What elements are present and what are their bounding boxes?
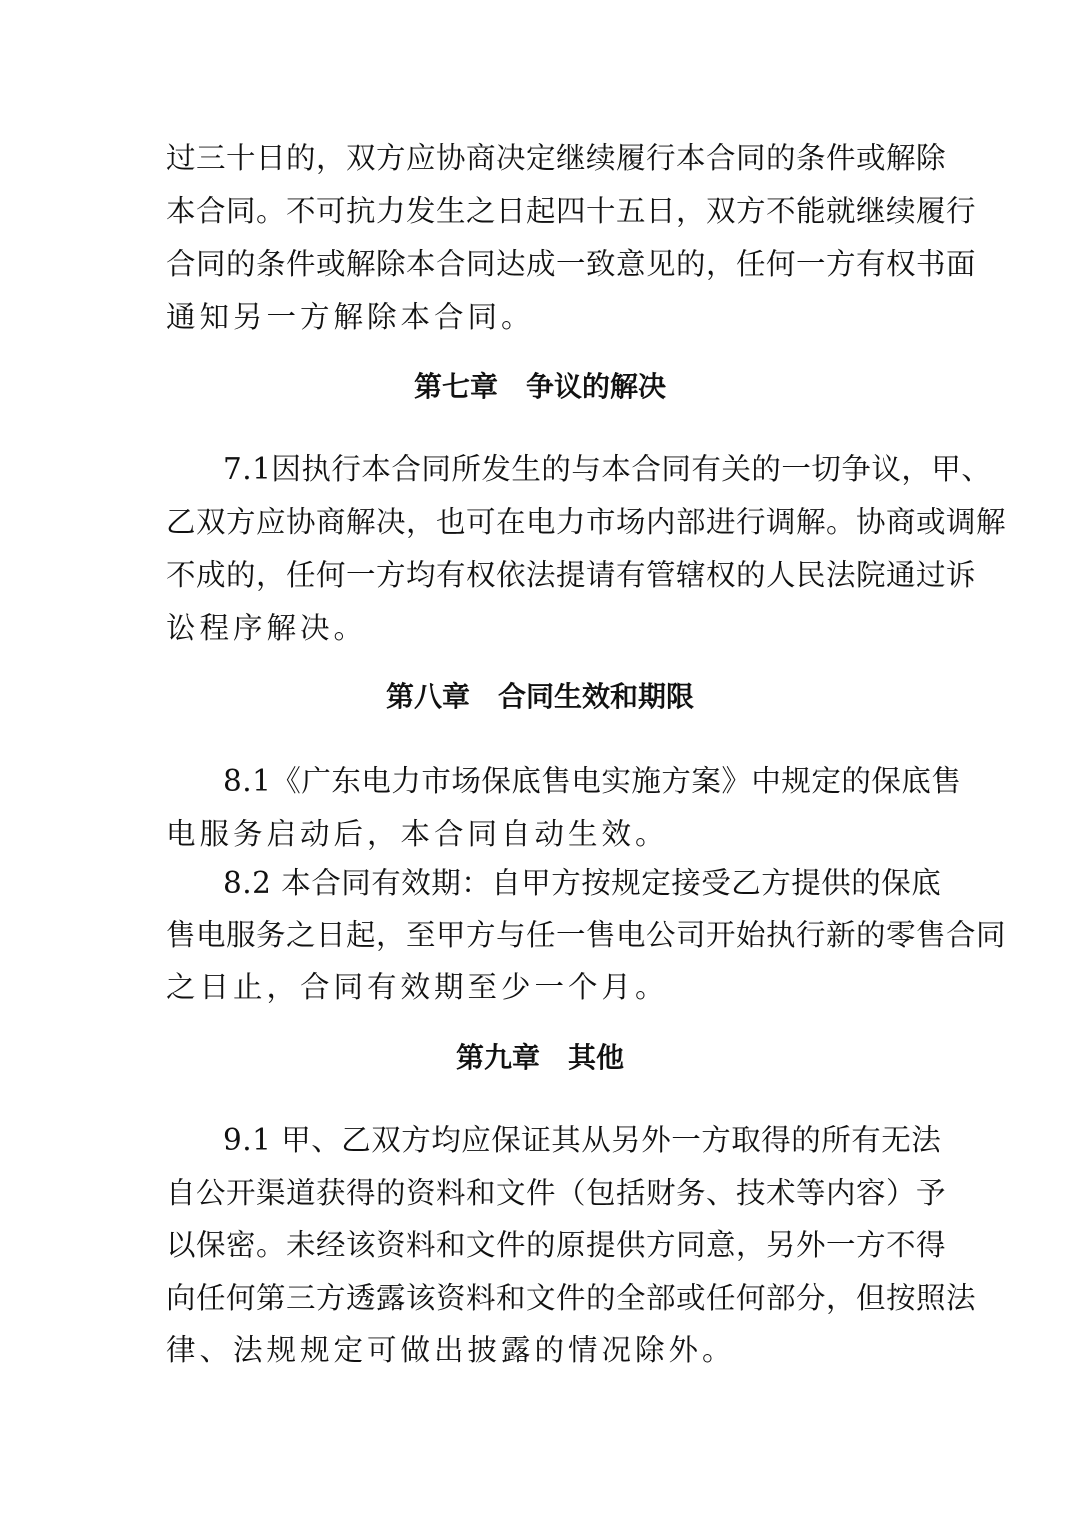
intro-line-2: 本合同。不可抗力发生之日起四十五日，双方不能就继续履行 xyxy=(166,194,977,228)
intro-line-1: 过三十日的，双方应协商决定继续履行本合同的条件或解除 xyxy=(166,141,947,175)
clause-9-1-line-1: 9.1 甲、乙双方均应保证其从另外一方取得的所有无法 xyxy=(223,1123,942,1157)
clause-7-1-line-1: 7.1因执行本合同所发生的与本合同有关的一切争议，甲、 xyxy=(223,452,992,486)
clause-7-1-line-3: 不成的，任何一方均有权依法提请有管辖权的人民法院通过诉 xyxy=(166,558,977,592)
chapter-7-heading: 第七章 争议的解决 xyxy=(413,370,666,403)
clause-9-1-line-3: 以保密。未经该资料和文件的原提供方同意，另外一方不得 xyxy=(166,1228,947,1262)
clause-8-2-line-3: 之日止，合同有效期至少一个月。 xyxy=(166,970,669,1004)
intro-line-4: 通知另一方解除本合同。 xyxy=(166,300,535,334)
clause-7-1-line-4: 讼程序解决。 xyxy=(166,611,368,645)
clause-9-1-line-5: 律、法规规定可做出披露的情况除外。 xyxy=(166,1333,736,1367)
clause-8-1-line-1: 8.1《广东电力市场保底售电实施方案》中规定的保底售 xyxy=(223,764,962,798)
chapter-8-heading: 第八章 合同生效和期限 xyxy=(385,680,694,713)
intro-line-3: 合同的条件或解除本合同达成一致意见的，任何一方有权书面 xyxy=(166,247,977,281)
clause-8-1-line-2: 电服务启动后，本合同自动生效。 xyxy=(166,817,669,851)
chapter-9-heading: 第九章 其他 xyxy=(455,1041,624,1074)
clause-8-2-line-1: 8.2 本合同有效期：自甲方按规定接受乙方提供的保底 xyxy=(223,866,942,900)
clause-8-2-line-2: 售电服务之日起，至甲方与任一售电公司开始执行新的零售合同 xyxy=(166,918,1007,952)
clause-9-1-line-2: 自公开渠道获得的资料和文件（包括财务、技术等内容）予 xyxy=(166,1176,947,1210)
clause-9-1-line-4: 向任何第三方透露该资料和文件的全部或任何部分，但按照法 xyxy=(166,1281,977,1315)
clause-7-1-line-2: 乙双方应协商解决，也可在电力市场内部进行调解。协商或调解 xyxy=(166,505,1007,539)
